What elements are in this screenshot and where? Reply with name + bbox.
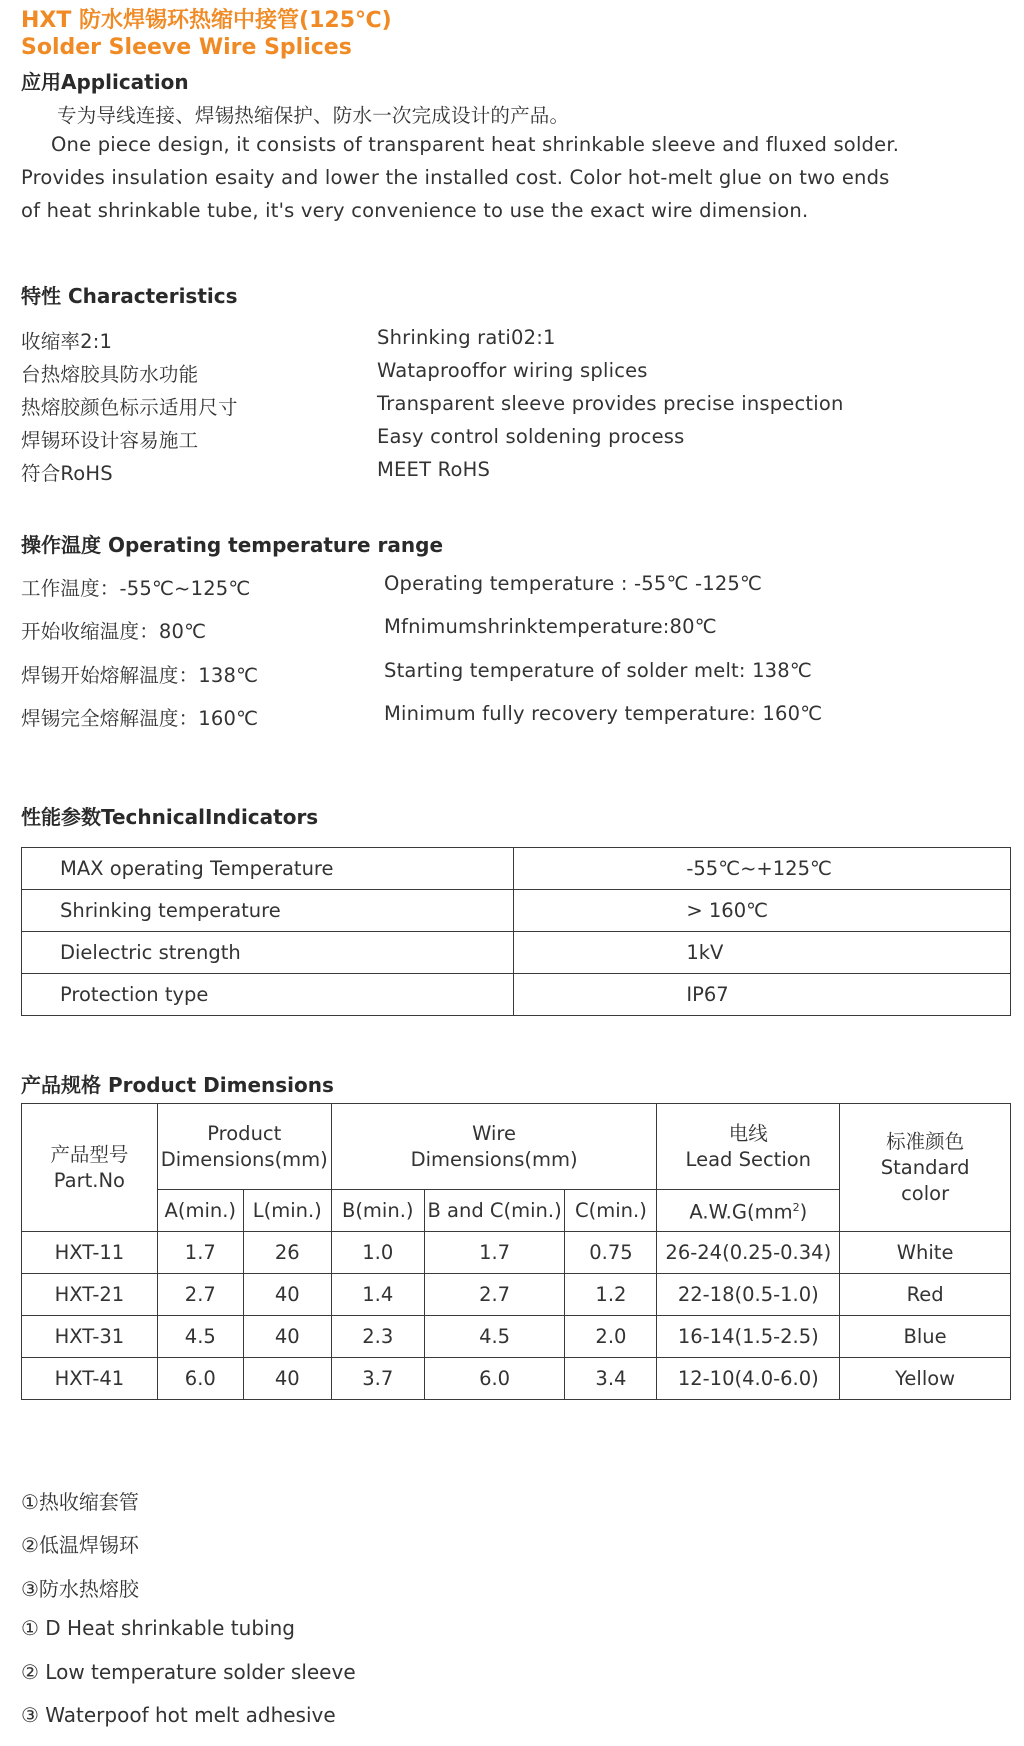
header-lead-en: Lead Section bbox=[685, 1147, 812, 1171]
header-product-l2: Dimensions(mm) bbox=[160, 1147, 328, 1171]
technical-heading: 性能参数TechnicalIndicators bbox=[21, 805, 319, 829]
cell-color: White bbox=[840, 1232, 1011, 1274]
technical-key: Dielectric strength bbox=[22, 932, 514, 974]
header-color-cn: 标准颜色 bbox=[886, 1129, 965, 1153]
temperature-cn: 开始收缩温度：80℃ bbox=[21, 620, 207, 643]
cell-color: Blue bbox=[840, 1316, 1011, 1358]
cell-a: 1.7 bbox=[157, 1232, 243, 1274]
cell-b: 1.0 bbox=[331, 1232, 424, 1274]
header-row bbox=[22, 1104, 1011, 1190]
header-product-l1: Product bbox=[207, 1121, 282, 1145]
cell-awg: 12-10(4.0-6.0) bbox=[657, 1358, 840, 1400]
cell-part: HXT-21 bbox=[22, 1274, 158, 1316]
characteristic-en: Easy control soldening process bbox=[377, 425, 685, 448]
header-awg-text: A.W.G(mm bbox=[689, 1200, 793, 1224]
table-row bbox=[22, 932, 1011, 974]
header-standard-color bbox=[840, 1104, 1011, 1232]
cell-part: HXT-11 bbox=[22, 1232, 158, 1274]
cell-c: 1.2 bbox=[565, 1274, 657, 1316]
temperature-en: Starting temperature of solder melt: 138℃ bbox=[384, 659, 812, 682]
cell-awg: 22-18(0.5-1.0) bbox=[657, 1274, 840, 1316]
cell-awg: 26-24(0.25-0.34) bbox=[657, 1232, 840, 1274]
technical-value: -55℃~+125℃ bbox=[514, 848, 1011, 890]
characteristic-cn: 热熔胶颜色标示适用尺寸 bbox=[21, 396, 238, 419]
cell-part: HXT-41 bbox=[22, 1358, 158, 1400]
characteristics-heading: 特性 Characteristics bbox=[21, 284, 238, 308]
legend-item: ①热收缩套管 bbox=[21, 1490, 139, 1514]
legend-item: ③防水热熔胶 bbox=[21, 1577, 139, 1601]
header-awg-close: ) bbox=[799, 1200, 808, 1224]
application-en-line-2: Provides insulation esaity and lower the installed cost. Color hot-melt glue on two ends bbox=[21, 166, 890, 189]
header-wire-dimensions bbox=[331, 1104, 657, 1190]
characteristic-en: MEET RoHS bbox=[377, 458, 491, 481]
characteristic-cn: 收缩率2:1 bbox=[21, 330, 113, 353]
table-row bbox=[22, 1274, 1011, 1316]
cell-c: 0.75 bbox=[565, 1232, 657, 1274]
header-awg-sup: 2 bbox=[792, 1201, 800, 1215]
technical-key: Protection type bbox=[22, 974, 514, 1016]
title-en: Solder Sleeve Wire Splices bbox=[21, 35, 352, 60]
table-row bbox=[22, 848, 1011, 890]
header-wire-l2: Dimensions(mm) bbox=[410, 1147, 578, 1171]
characteristic-en: Transparent sleeve provides precise inspection bbox=[377, 392, 844, 415]
header-color-en1: Standard bbox=[880, 1155, 970, 1179]
technical-key: MAX operating Temperature bbox=[22, 848, 514, 890]
temperature-heading: 操作温度 Operating temperature range bbox=[21, 533, 444, 557]
application-en-line-3: of heat shrinkable tube, it's very convenience to use the exact wire dimension. bbox=[21, 199, 809, 222]
header-l: L(min.) bbox=[243, 1190, 331, 1232]
cell-l: 40 bbox=[243, 1316, 331, 1358]
characteristic-en: Shrinking rati02:1 bbox=[377, 326, 556, 349]
table-row bbox=[22, 890, 1011, 932]
cell-c: 2.0 bbox=[565, 1316, 657, 1358]
header-part-no bbox=[22, 1104, 158, 1232]
cell-a: 4.5 bbox=[157, 1316, 243, 1358]
cell-bc: 6.0 bbox=[424, 1358, 565, 1400]
cell-b: 1.4 bbox=[331, 1274, 424, 1316]
application-en-line-1: One piece design, it consists of transparent heat shrinkable sleeve and fluxed solder. bbox=[51, 133, 900, 156]
dimensions-table bbox=[21, 1103, 1011, 1400]
temperature-en: Minimum fully recovery temperature: 160℃ bbox=[384, 702, 823, 725]
cell-c: 3.4 bbox=[565, 1358, 657, 1400]
header-a: A(min.) bbox=[157, 1190, 243, 1232]
technical-table bbox=[21, 847, 1011, 1016]
header-c: C(min.) bbox=[565, 1190, 657, 1232]
temperature-cn: 焊锡开始熔解温度：138℃ bbox=[21, 664, 259, 687]
cell-color: Red bbox=[840, 1274, 1011, 1316]
cell-l: 26 bbox=[243, 1232, 331, 1274]
table-row bbox=[22, 1232, 1011, 1274]
header-lead-section bbox=[657, 1104, 840, 1190]
header-awg bbox=[657, 1190, 840, 1232]
table-row bbox=[22, 1316, 1011, 1358]
legend-item: ② Low temperature solder sleeve bbox=[21, 1660, 356, 1684]
cell-part: HXT-31 bbox=[22, 1316, 158, 1358]
header-part-en: Part.No bbox=[53, 1168, 125, 1192]
application-heading: 应用Application bbox=[21, 70, 189, 94]
table-row bbox=[22, 974, 1011, 1016]
cell-color: Yellow bbox=[840, 1358, 1011, 1400]
technical-value: > 160℃ bbox=[514, 890, 1011, 932]
characteristic-cn: 台热熔胶具防水功能 bbox=[21, 363, 199, 386]
table-row bbox=[22, 1358, 1011, 1400]
application-cn-line: 专为导线连接、焊锡热缩保护、防水一次完成设计的产品。 bbox=[57, 104, 570, 127]
cell-b: 3.7 bbox=[331, 1358, 424, 1400]
cell-l: 40 bbox=[243, 1274, 331, 1316]
cell-bc: 4.5 bbox=[424, 1316, 565, 1358]
legend-item: ③ Waterpoof hot melt adhesive bbox=[21, 1703, 336, 1727]
header-b: B(min.) bbox=[331, 1190, 424, 1232]
header-part-cn: 产品型号 bbox=[50, 1142, 129, 1166]
cell-l: 40 bbox=[243, 1358, 331, 1400]
legend-item: ① D Heat shrinkable tubing bbox=[21, 1616, 295, 1640]
legend-item: ②低温焊锡环 bbox=[21, 1533, 139, 1557]
header-bc: B and C(min.) bbox=[424, 1190, 565, 1232]
dimensions-heading: 产品规格 Product Dimensions bbox=[21, 1073, 334, 1097]
temperature-cn: 工作温度：-55℃~125℃ bbox=[21, 577, 251, 600]
characteristic-en: Wataprooffor wiring splices bbox=[377, 359, 648, 382]
technical-key: Shrinking temperature bbox=[22, 890, 514, 932]
cell-bc: 2.7 bbox=[424, 1274, 565, 1316]
characteristic-cn: 焊锡环设计容易施工 bbox=[21, 429, 199, 452]
cell-b: 2.3 bbox=[331, 1316, 424, 1358]
header-wire-l1: Wire bbox=[472, 1121, 517, 1145]
header-lead-cn: 电线 bbox=[728, 1121, 768, 1145]
header-color-en2: color bbox=[901, 1181, 950, 1205]
cell-a: 2.7 bbox=[157, 1274, 243, 1316]
technical-value: 1kV bbox=[514, 932, 1011, 974]
characteristic-cn: 符合RoHS bbox=[21, 462, 113, 485]
technical-value: IP67 bbox=[514, 974, 1011, 1016]
cell-a: 6.0 bbox=[157, 1358, 243, 1400]
cell-awg: 16-14(1.5-2.5) bbox=[657, 1316, 840, 1358]
temperature-en: Mfnimumshrinktemperature:80℃ bbox=[384, 615, 717, 638]
title-cn: HXT 防水焊锡环热缩中接管(125℃) bbox=[21, 8, 392, 33]
header-product-dimensions bbox=[157, 1104, 331, 1190]
cell-bc: 1.7 bbox=[424, 1232, 565, 1274]
temperature-cn: 焊锡完全熔解温度：160℃ bbox=[21, 707, 259, 730]
temperature-en: Operating temperature : -55℃ -125℃ bbox=[384, 572, 763, 595]
